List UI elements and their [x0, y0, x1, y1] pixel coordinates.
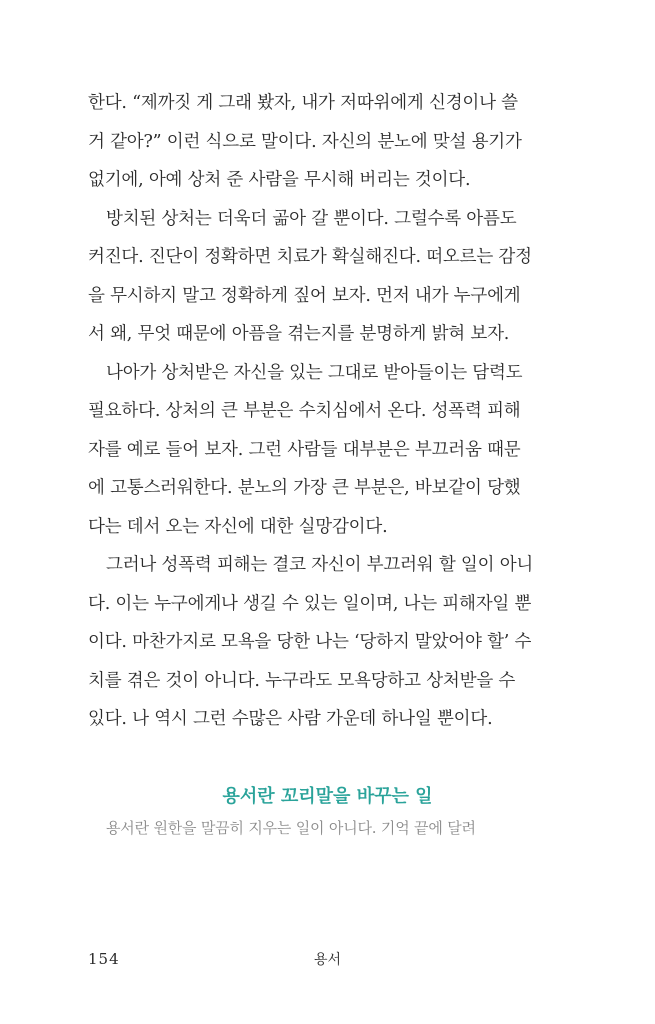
- body-line: 거 같아?” 이런 식으로 말이다. 자신의 분노에 맞설 용기가: [88, 131, 522, 152]
- body-line: 서 왜, 무엇 때문에 아픔을 겪는지를 분명하게 밝혀 보자.: [88, 324, 510, 344]
- body-line: 다. 이는 누구에게나 생길 수 있는 일이며, 나는 피해자일 뿐: [88, 593, 532, 614]
- body-line: 다는 데서 오는 자신에 대한 실망감이다.: [88, 516, 388, 537]
- body-line: 을 무시하지 말고 정확하게 짚어 보자. 먼저 내가 누구에게: [88, 285, 521, 306]
- page-number: 154: [88, 950, 120, 968]
- body-line: 치를 겪은 것이 아니다. 누구라도 모욕당하고 상처받을 수: [88, 670, 516, 691]
- body-line: 이다. 마찬가지로 모욕을 당한 나는 ‘당하지 말았어야 할’ 수: [88, 632, 532, 652]
- body-line: 에 고통스러워한다. 분노의 가장 큰 부분은, 바보같이 당했: [88, 478, 521, 498]
- body-line: 나아가 상처받은 자신을 있는 그대로 받아들이는 담력도: [106, 362, 523, 383]
- body-line: 필요하다. 상처의 큰 부분은 수치심에서 온다. 성폭력 피해: [88, 401, 521, 421]
- body-line: 방치된 상처는 더욱더 곪아 갈 뿐이다. 그럴수록 아픔도: [106, 208, 517, 229]
- body-line: 없기에, 아예 상처 준 사람을 무시해 버리는 것이다.: [88, 170, 471, 190]
- body-text: [88, 84, 548, 739]
- running-title: 용서: [313, 952, 342, 968]
- body-line: 커진다. 진단이 정확하면 치료가 확실해진다. 떠오르는 감정: [88, 247, 532, 267]
- body-line: 있다. 나 역시 그런 수많은 사람 가운데 하나일 뿐이다.: [88, 709, 493, 729]
- body-line: 자를 예로 들어 보자. 그런 사람들 대부분은 부끄러움 때문: [88, 439, 521, 460]
- body-line: 그러나 성폭력 피해는 결코 자신이 부끄러워 할 일이 아니: [106, 555, 534, 575]
- body-line: 한다. “제까짓 게 그래 봤자, 내가 저따위에게 신경이나 쓸: [88, 93, 518, 113]
- section-subheading: 용서란 원한을 말끔히 지우는 일이 아니다. 기억 끝에 달려: [106, 819, 476, 837]
- section-heading: 용서란 꼬리말을 바꾸는 일: [222, 786, 433, 807]
